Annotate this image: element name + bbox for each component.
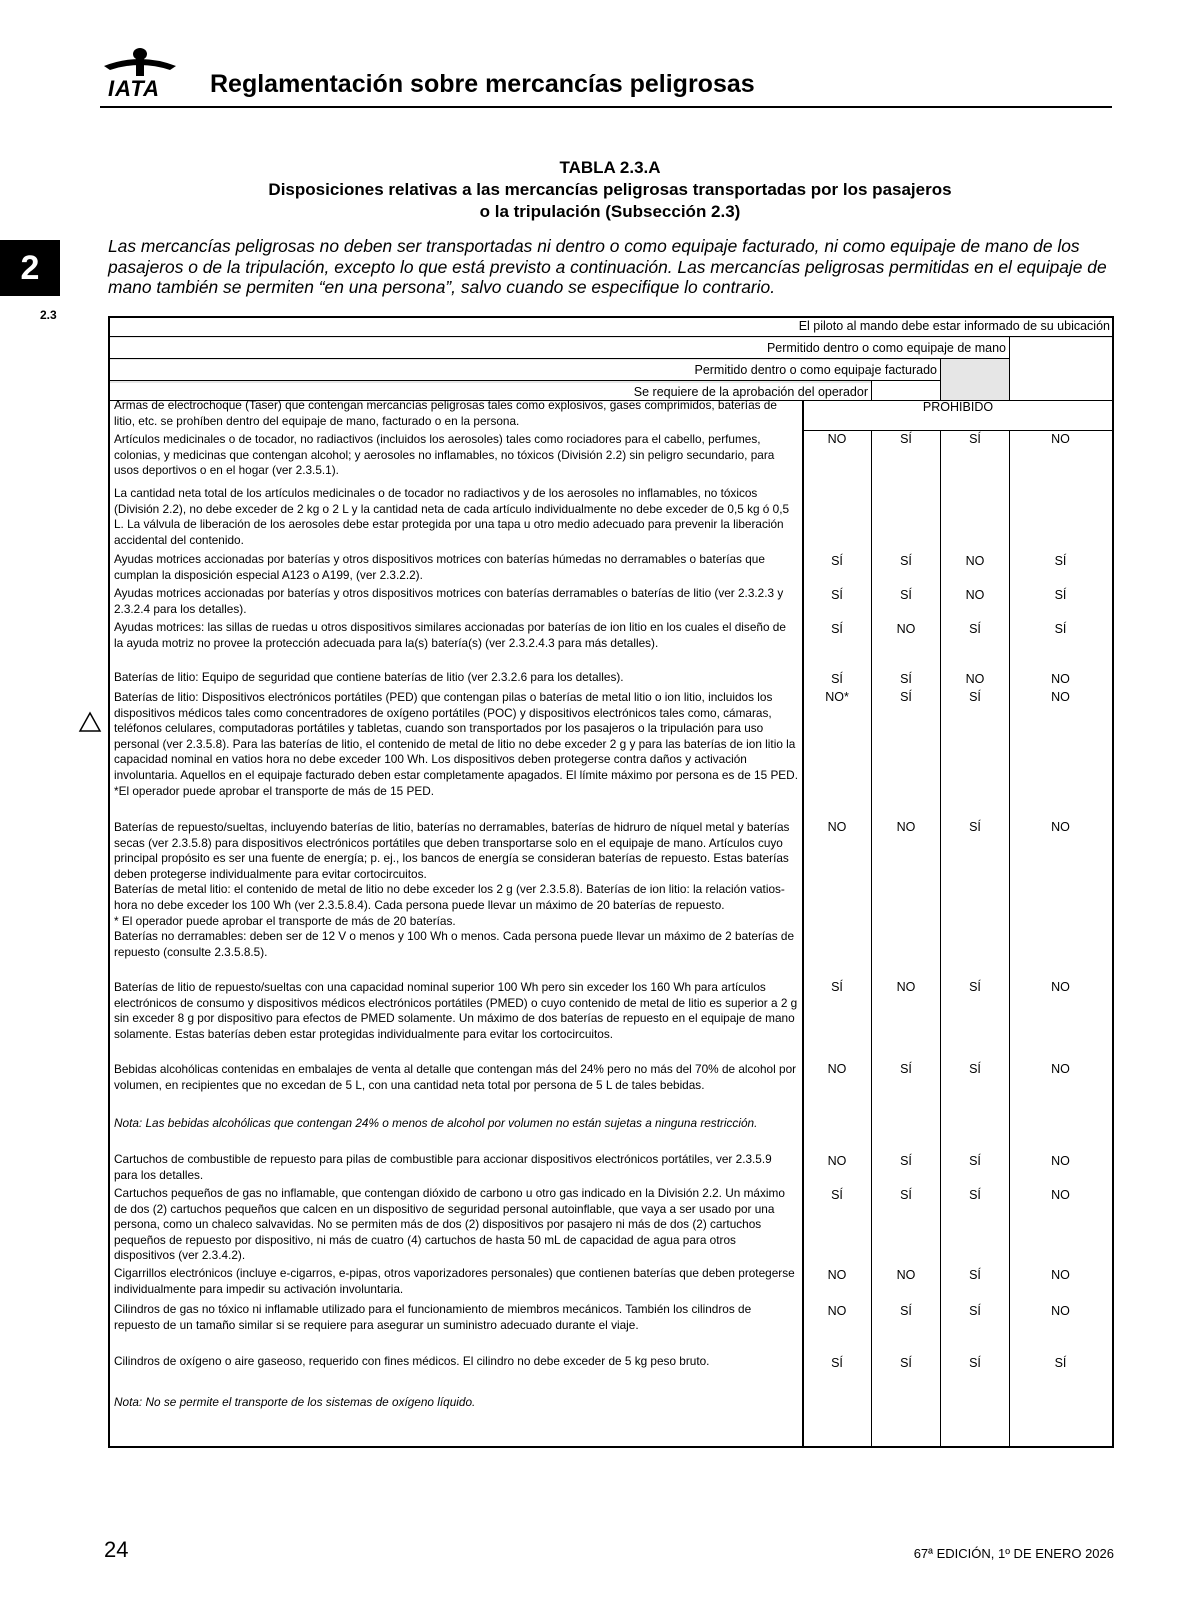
warning-triangle-icon (78, 711, 102, 733)
cell-pilot: SÍ (1054, 554, 1067, 568)
dangerous-goods-table (108, 316, 1114, 1448)
cell-checked: NO (896, 1268, 916, 1282)
cell-approval: SÍ (831, 672, 843, 686)
table-row-text: Ayudas motrices accionadas por baterías y otros dispositivos motrices con baterías húmedas no derramables o baterías que cumplan la disposición especial A123 o A199, (ver 2.3.2.2). (114, 552, 765, 582)
table-row-text: Cilindros de gas no tóxico ni inflamable utilizado para el funcionamiento de miembros mecánicos. También los cilindros de repuesto de un tamaño similar si se requiere para asegurar un suministro adecuado durante el viaje. (114, 1302, 752, 1332)
prohibited-label: PROHIBIDO (922, 400, 994, 414)
table-row-text: Baterías de repuesto/sueltas, incluyendo baterías de litio, baterías no derramables, baterías de hidruro de níquel metal y baterías secas (ver 2.3.5.8) para dispositivos electrónicos portátiles que deben transportarse solo en el equipaje de mano. Artículos cuyo principal propósito es ser una fuente de energía; p. ej., los bancos de energía se consideran baterías de repuesto. Estas baterías deben protegerse individualmente para evitar cortocircuitos. Baterías de metal litio: el contenido de metal de litio no debe exceder los 2 g (ver 2.3.5.8). Baterías de ion litio: la relación vatios-hora no debe exceder los 100 Wh (ver 2.3.5.8.4). Cada persona puede llevar un máximo de 20 baterías de repuesto. * El operador puede aprobar el transporte de más de 20 baterías. Baterías no derramables: deben ser de 12 V o menos y 100 Wh o menos. Cada persona puede llevar un máximo de 2 baterías de repuesto (consulte 2.3.5.8.5). (114, 820, 795, 959)
cell-pilot: NO (1051, 1062, 1070, 1076)
cell-carry-on: SÍ (969, 1188, 981, 1202)
cell-checked: SÍ (900, 690, 912, 704)
document-title: Reglamentación sobre mercancías peligrosas (210, 70, 755, 98)
table-row-text: Baterías de litio: Equipo de seguridad que contiene baterías de litio (ver 2.3.2.6 para los detalles). (114, 670, 624, 684)
cell-carry-on: SÍ (969, 690, 981, 704)
cell-approval: NO (827, 820, 847, 834)
table-row-text: Cartuchos pequeños de gas no inflamable, que contengan dióxido de carbono u otro gas indicado en la División 2.2. Un máximo de dos (2) cartuchos pequeños que calcen en un dispositivo de seguridad personal autoinflable, que vaya a ser usado por una persona, como un chaleco salvavidas. No se permiten más de dos (2) dispositivos por pasajero ni más de dos (2) cartuchos pequeños de repuesto por dispositivo, ni más de cuatro (4) cartuchos de hasta 50 mL de capacidad de agua para otros dispositivos (ver 2.3.4.2). (114, 1186, 785, 1263)
cell-pilot: NO (1051, 432, 1070, 446)
cell-carry-on: SÍ (969, 980, 981, 994)
cell-pilot: NO (1051, 690, 1070, 704)
cell-approval: NO (827, 432, 847, 446)
table-title-cont: o la tripulación (Subsección 2.3) (479, 202, 741, 221)
page-number: 24 (104, 1537, 129, 1562)
cell-carry-on: SÍ (969, 1356, 981, 1370)
table-row-text: Bebidas alcohólicas contenidas en embalajes de venta al detalle que contengan más del 24% pero no más del 70% de alcohol por volumen, en recipientes que no excedan de 5 L, con una cantidad neta total por persona de 5 L de tales bebidas. (114, 1062, 797, 1092)
table-row-text: Ayudas motrices: las sillas de ruedas u otros dispositivos similares accionadas por baterías de ion litio en los cuales el diseño de la ayuda motriz no provee la protección adecuada para la(s) batería(s) (ver 2.3.2.4.3 para más detalles). (114, 620, 786, 650)
cell-checked: NO (896, 622, 916, 636)
cell-pilot: NO (1051, 820, 1070, 834)
cell-carry-on: SÍ (969, 622, 981, 636)
cell-approval: NO (827, 1062, 847, 1076)
header-pilot: El piloto al mando debe estar informado de su ubicación (798, 319, 1110, 333)
table-row-text: Artículos medicinales o de tocador, no radiactivos (incluidos los aerosoles) tales como rociadores para el cabello, perfumes, colonias, y medicinas que contengan alcohol; y aerosoles no inflamables, no tóxicos (División 2.2) sin peligro secundario, para usos deportivos o en el hogar (ver 2.3.5.1). (114, 432, 775, 478)
cell-carry-on: SÍ (969, 1154, 981, 1168)
table-row-text: Cigarrillos electrónicos (incluye e-cigarros, e-pipas, otros vaporizadores personales) que contienen baterías que deben protegerse individualmente para impedir su activación involuntaria. (114, 1266, 795, 1296)
cell-pilot: NO (1051, 980, 1070, 994)
cell-carry-on: SÍ (969, 1268, 981, 1282)
cell-pilot: SÍ (1054, 588, 1067, 602)
table-row-text: Baterías de litio de repuesto/sueltas con una capacidad nominal superior 100 Wh pero sin exceder los 160 Wh para artículos electrónicos de consumo y dispositivos médicos electrónicos portátiles (PMED) o cuyo contenido de metal de litio es superior a 2 g sin exceder 8 g por dispositivo para efectos de PMED solamente. Un máximo de dos baterías de repuesto en el equipaje de mano solamente. Estas baterías deben estar protegidas individualmente para evitar los cortocircuitos. (114, 980, 798, 1041)
cell-pilot: NO (1051, 1268, 1070, 1282)
cell-approval: NO (827, 1304, 847, 1318)
cell-checked: SÍ (900, 588, 912, 602)
cell-checked: SÍ (900, 432, 912, 446)
cell-approval: SÍ (831, 554, 843, 568)
cell-pilot: SÍ (1054, 1356, 1067, 1370)
table-row-text: Cilindros de oxígeno o aire gaseoso, requerido con fines médicos. El cilindro no debe exceder de 5 kg peso bruto. (114, 1354, 710, 1368)
table-row-text: La cantidad neta total de los artículos medicinales o de tocador no radiactivos y de los aerosoles no inflamables, no tóxicos (División 2.2), no debe exceder de 2 kg o 2 L y la cantidad neta de cada artículo individualmente no debe exceder de 0,5 kg ó 0,5 L. La válvula de liberación de los aerosoles debe estar protegida por una tapa u otro medio adecuado para prevenir la liberación accidental del contenido. (114, 486, 790, 547)
cell-approval: NO* (825, 690, 849, 704)
cell-carry-on: NO (965, 554, 985, 568)
cell-pilot: NO (1051, 672, 1070, 686)
edition-label: 67ª EDICIÓN, 1º DE ENERO 2026 (913, 1546, 1114, 1561)
subsection-label: 2.3 (40, 308, 57, 322)
cell-checked: SÍ (900, 672, 912, 686)
cell-checked: SÍ (900, 1188, 912, 1202)
table-row-text: Baterías de litio: Dispositivos electrónicos portátiles (PED) que contengan pilas o baterías de metal litio o ion litio, incluidos los dispositivos médicos tales como concentradores de oxígeno portátiles (POC) y dispositivos electrónicos tales como, cámaras, teléfonos celulares, computadoras portátiles y tabletas, cuando son transportados por los pasajeros o la tripulación para uso personal (ver 2.3.5.8). Para las baterías de litio, el contenido de metal de litio no debe exceder 2 g y para las baterías de ion litio la capacidad nominal en vatios hora no debe exceder 100 Wh. Los dispositivos deben protegerse contra daños y activación involuntaria. Aquellos en el equipaje facturado deben estar completamente apagados. El límite máximo por persona es de 15 PED. *El operador puede aprobar el transporte de más de 15 PED. (114, 690, 798, 798)
cell-approval: NO (827, 1268, 847, 1282)
cell-pilot: NO (1051, 1304, 1070, 1318)
cell-pilot: SÍ (1054, 622, 1067, 636)
cell-carry-on: SÍ (969, 1304, 981, 1318)
table-row-text: Armas de electrochoque (Taser) que contengan mercancías peligrosas tales como explosivos, gases comprimidos, baterías de litio, etc. se prohíben dentro del equipaje de mano, facturado o en la persona. (114, 398, 777, 428)
table-note: Nota: Las bebidas alcohólicas que contengan 24% o menos de alcohol por volumen no están sujetas a ninguna restricción. (114, 1116, 758, 1130)
table-row-text: Cartuchos de combustible de repuesto para pilas de combustible para accionar dispositivos electrónicos portátiles, ver 2.3.5.9 para los detalles. (114, 1152, 772, 1182)
cell-carry-on: SÍ (969, 432, 981, 446)
cell-approval: SÍ (831, 1188, 843, 1202)
intro-paragraph: Las mercancías peligrosas no deben ser transportadas ni dentro o como equipaje facturado, ni como equipaje de mano de los pasajeros o de la tripulación, excepto lo que está previsto a continuación. Las mercancías peligrosas permitidas en el equipaje de mano también se permiten “en una persona”, salvo cuando se especifique lo contrario. (108, 236, 1107, 297)
table-note: Nota: No se permite el transporte de los sistemas de oxígeno líquido. (114, 1395, 476, 1409)
cell-approval: SÍ (831, 588, 843, 602)
cell-checked: SÍ (900, 1154, 912, 1168)
cell-pilot: NO (1051, 1188, 1070, 1202)
cell-checked: SÍ (900, 1356, 912, 1370)
cell-approval: SÍ (831, 980, 843, 994)
header-carry-on: Permitido dentro o como equipaje de mano (766, 341, 1006, 355)
cell-pilot: NO (1051, 1154, 1070, 1168)
cell-carry-on: SÍ (969, 1062, 981, 1076)
logo-text: IATA (108, 76, 161, 101)
cell-checked: NO (896, 980, 916, 994)
cell-checked: SÍ (900, 554, 912, 568)
cell-checked: SÍ (900, 1062, 912, 1076)
table-title: Disposiciones relativas a las mercancías peligrosas transportadas por los pasajeros (268, 180, 952, 199)
cell-checked: SÍ (900, 1304, 912, 1318)
header-approval: Se requiere de la aprobación del operador (633, 385, 868, 399)
cell-carry-on: NO (965, 588, 985, 602)
table-number: TABLA 2.3.A (559, 158, 661, 177)
cell-approval: SÍ (831, 1356, 843, 1370)
cell-checked: NO (896, 820, 916, 834)
header-checked: Permitido dentro o como equipaje facturado (694, 363, 937, 377)
section-tab: 2 (0, 240, 60, 296)
cell-approval: NO (827, 1154, 847, 1168)
cell-carry-on: SÍ (969, 820, 981, 834)
cell-approval: SÍ (831, 622, 843, 636)
page-header (100, 40, 1112, 108)
table-row-text: Ayudas motrices accionadas por baterías y otros dispositivos motrices con baterías derramables o baterías de litio (ver 2.3.2.3 y 2.3.2.4 para los detalles). (114, 586, 784, 616)
cell-carry-on: NO (965, 672, 985, 686)
